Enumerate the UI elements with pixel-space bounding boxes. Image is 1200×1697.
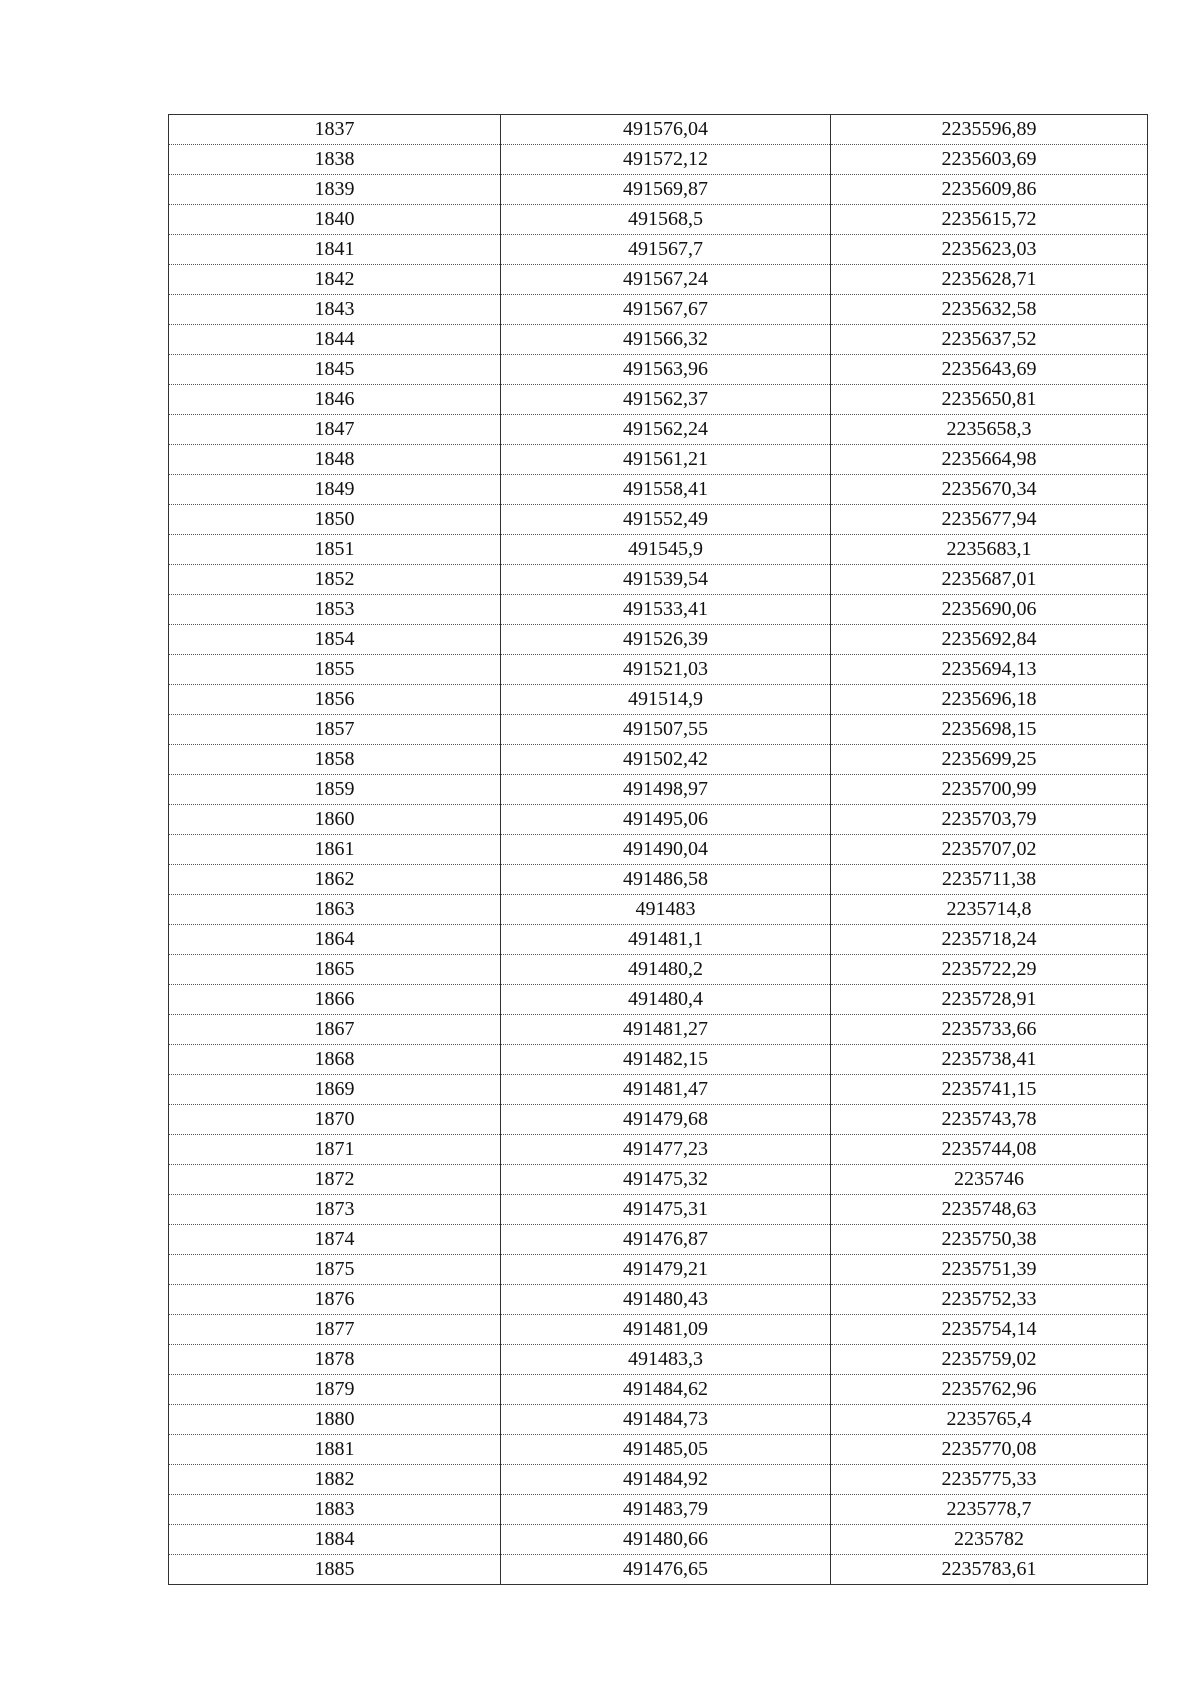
table-row (169, 955, 1148, 985)
x-coordinate-cell: 491533,41 (501, 595, 831, 625)
x-coordinate-cell: 491567,24 (501, 265, 831, 295)
y-coordinate-cell: 2235603,69 (831, 145, 1148, 175)
point-number-cell: 1850 (169, 505, 501, 535)
point-number-cell: 1852 (169, 565, 501, 595)
point-number-cell: 1878 (169, 1345, 501, 1375)
coordinates-table (168, 114, 1148, 1585)
table-row (169, 655, 1148, 685)
table-row (169, 625, 1148, 655)
x-coordinate-cell: 491475,31 (501, 1195, 831, 1225)
table-row (169, 505, 1148, 535)
x-coordinate-cell: 491482,15 (501, 1045, 831, 1075)
y-coordinate-cell: 2235664,98 (831, 445, 1148, 475)
point-number-cell: 1867 (169, 1015, 501, 1045)
y-coordinate-cell: 2235699,25 (831, 745, 1148, 775)
x-coordinate-cell: 491507,55 (501, 715, 831, 745)
table-row (169, 325, 1148, 355)
point-number-cell: 1881 (169, 1435, 501, 1465)
table-row (169, 1195, 1148, 1225)
table-row (169, 535, 1148, 565)
y-coordinate-cell: 2235677,94 (831, 505, 1148, 535)
y-coordinate-cell: 2235741,15 (831, 1075, 1148, 1105)
table-row (169, 1495, 1148, 1525)
x-coordinate-cell: 491483 (501, 895, 831, 925)
table-row (169, 985, 1148, 1015)
x-coordinate-cell: 491568,5 (501, 205, 831, 235)
y-coordinate-cell: 2235746 (831, 1165, 1148, 1195)
y-coordinate-cell: 2235609,86 (831, 175, 1148, 205)
table-row (169, 1555, 1148, 1585)
table-row (169, 715, 1148, 745)
table-row (169, 775, 1148, 805)
y-coordinate-cell: 2235754,14 (831, 1315, 1148, 1345)
x-coordinate-cell: 491561,21 (501, 445, 831, 475)
table-row (169, 595, 1148, 625)
point-number-cell: 1859 (169, 775, 501, 805)
x-coordinate-cell: 491502,42 (501, 745, 831, 775)
y-coordinate-cell: 2235782 (831, 1525, 1148, 1555)
table-row (169, 1465, 1148, 1495)
table-row (169, 265, 1148, 295)
table-row (169, 1075, 1148, 1105)
x-coordinate-cell: 491526,39 (501, 625, 831, 655)
point-number-cell: 1866 (169, 985, 501, 1015)
point-number-cell: 1843 (169, 295, 501, 325)
y-coordinate-cell: 2235778,7 (831, 1495, 1148, 1525)
y-coordinate-cell: 2235748,63 (831, 1195, 1148, 1225)
table-row (169, 1285, 1148, 1315)
y-coordinate-cell: 2235683,1 (831, 535, 1148, 565)
point-number-cell: 1872 (169, 1165, 501, 1195)
table-row (169, 1045, 1148, 1075)
table-row (169, 385, 1148, 415)
coordinates-table-body (169, 115, 1148, 1585)
table-row (169, 115, 1148, 145)
point-number-cell: 1880 (169, 1405, 501, 1435)
x-coordinate-cell: 491486,58 (501, 865, 831, 895)
x-coordinate-cell: 491490,04 (501, 835, 831, 865)
point-number-cell: 1868 (169, 1045, 501, 1075)
table-row (169, 445, 1148, 475)
table-row (169, 1135, 1148, 1165)
y-coordinate-cell: 2235744,08 (831, 1135, 1148, 1165)
x-coordinate-cell: 491484,92 (501, 1465, 831, 1495)
x-coordinate-cell: 491558,41 (501, 475, 831, 505)
y-coordinate-cell: 2235714,8 (831, 895, 1148, 925)
point-number-cell: 1848 (169, 445, 501, 475)
point-number-cell: 1861 (169, 835, 501, 865)
y-coordinate-cell: 2235722,29 (831, 955, 1148, 985)
x-coordinate-cell: 491480,4 (501, 985, 831, 1015)
point-number-cell: 1863 (169, 895, 501, 925)
x-coordinate-cell: 491498,97 (501, 775, 831, 805)
y-coordinate-cell: 2235670,34 (831, 475, 1148, 505)
point-number-cell: 1865 (169, 955, 501, 985)
x-coordinate-cell: 491495,06 (501, 805, 831, 835)
table-row (169, 145, 1148, 175)
point-number-cell: 1860 (169, 805, 501, 835)
table-row (169, 895, 1148, 925)
point-number-cell: 1844 (169, 325, 501, 355)
y-coordinate-cell: 2235752,33 (831, 1285, 1148, 1315)
table-row (169, 295, 1148, 325)
point-number-cell: 1869 (169, 1075, 501, 1105)
y-coordinate-cell: 2235738,41 (831, 1045, 1148, 1075)
point-number-cell: 1858 (169, 745, 501, 775)
x-coordinate-cell: 491479,21 (501, 1255, 831, 1285)
y-coordinate-cell: 2235690,06 (831, 595, 1148, 625)
table-row (169, 1225, 1148, 1255)
x-coordinate-cell: 491483,3 (501, 1345, 831, 1375)
y-coordinate-cell: 2235783,61 (831, 1555, 1148, 1585)
y-coordinate-cell: 2235628,71 (831, 265, 1148, 295)
table-row (169, 925, 1148, 955)
x-coordinate-cell: 491521,03 (501, 655, 831, 685)
y-coordinate-cell: 2235718,24 (831, 925, 1148, 955)
x-coordinate-cell: 491484,62 (501, 1375, 831, 1405)
point-number-cell: 1857 (169, 715, 501, 745)
point-number-cell: 1884 (169, 1525, 501, 1555)
x-coordinate-cell: 491572,12 (501, 145, 831, 175)
table-row (169, 565, 1148, 595)
point-number-cell: 1856 (169, 685, 501, 715)
y-coordinate-cell: 2235623,03 (831, 235, 1148, 265)
x-coordinate-cell: 491476,87 (501, 1225, 831, 1255)
table-row (169, 175, 1148, 205)
y-coordinate-cell: 2235707,02 (831, 835, 1148, 865)
x-coordinate-cell: 491479,68 (501, 1105, 831, 1135)
table-row (169, 1105, 1148, 1135)
point-number-cell: 1885 (169, 1555, 501, 1585)
y-coordinate-cell: 2235759,02 (831, 1345, 1148, 1375)
x-coordinate-cell: 491480,66 (501, 1525, 831, 1555)
y-coordinate-cell: 2235658,3 (831, 415, 1148, 445)
table-row (169, 1375, 1148, 1405)
x-coordinate-cell: 491576,04 (501, 115, 831, 145)
x-coordinate-cell: 491481,09 (501, 1315, 831, 1345)
point-number-cell: 1837 (169, 115, 501, 145)
table-row (169, 355, 1148, 385)
y-coordinate-cell: 2235596,89 (831, 115, 1148, 145)
point-number-cell: 1854 (169, 625, 501, 655)
point-number-cell: 1851 (169, 535, 501, 565)
y-coordinate-cell: 2235650,81 (831, 385, 1148, 415)
point-number-cell: 1839 (169, 175, 501, 205)
point-number-cell: 1855 (169, 655, 501, 685)
x-coordinate-cell: 491477,23 (501, 1135, 831, 1165)
y-coordinate-cell: 2235743,78 (831, 1105, 1148, 1135)
y-coordinate-cell: 2235637,52 (831, 325, 1148, 355)
y-coordinate-cell: 2235751,39 (831, 1255, 1148, 1285)
y-coordinate-cell: 2235703,79 (831, 805, 1148, 835)
point-number-cell: 1876 (169, 1285, 501, 1315)
x-coordinate-cell: 491552,49 (501, 505, 831, 535)
table-row (169, 1015, 1148, 1045)
y-coordinate-cell: 2235643,69 (831, 355, 1148, 385)
y-coordinate-cell: 2235750,38 (831, 1225, 1148, 1255)
y-coordinate-cell: 2235775,33 (831, 1465, 1148, 1495)
table-row (169, 1435, 1148, 1465)
point-number-cell: 1877 (169, 1315, 501, 1345)
y-coordinate-cell: 2235615,72 (831, 205, 1148, 235)
x-coordinate-cell: 491562,24 (501, 415, 831, 445)
y-coordinate-cell: 2235770,08 (831, 1435, 1148, 1465)
point-number-cell: 1853 (169, 595, 501, 625)
y-coordinate-cell: 2235694,13 (831, 655, 1148, 685)
point-number-cell: 1840 (169, 205, 501, 235)
point-number-cell: 1862 (169, 865, 501, 895)
table-row (169, 865, 1148, 895)
x-coordinate-cell: 491539,54 (501, 565, 831, 595)
y-coordinate-cell: 2235696,18 (831, 685, 1148, 715)
table-row (169, 835, 1148, 865)
point-number-cell: 1871 (169, 1135, 501, 1165)
y-coordinate-cell: 2235687,01 (831, 565, 1148, 595)
point-number-cell: 1847 (169, 415, 501, 445)
point-number-cell: 1882 (169, 1465, 501, 1495)
y-coordinate-cell: 2235711,38 (831, 865, 1148, 895)
point-number-cell: 1873 (169, 1195, 501, 1225)
table-row (169, 685, 1148, 715)
x-coordinate-cell: 491483,79 (501, 1495, 831, 1525)
table-row (169, 475, 1148, 505)
x-coordinate-cell: 491485,05 (501, 1435, 831, 1465)
x-coordinate-cell: 491481,27 (501, 1015, 831, 1045)
y-coordinate-cell: 2235698,15 (831, 715, 1148, 745)
point-number-cell: 1842 (169, 265, 501, 295)
x-coordinate-cell: 491566,32 (501, 325, 831, 355)
x-coordinate-cell: 491569,87 (501, 175, 831, 205)
x-coordinate-cell: 491567,7 (501, 235, 831, 265)
point-number-cell: 1838 (169, 145, 501, 175)
x-coordinate-cell: 491567,67 (501, 295, 831, 325)
y-coordinate-cell: 2235762,96 (831, 1375, 1148, 1405)
table-row (169, 745, 1148, 775)
table-row (169, 1315, 1148, 1345)
x-coordinate-cell: 491480,2 (501, 955, 831, 985)
point-number-cell: 1864 (169, 925, 501, 955)
table-row (169, 1165, 1148, 1195)
x-coordinate-cell: 491481,47 (501, 1075, 831, 1105)
table-row (169, 805, 1148, 835)
x-coordinate-cell: 491481,1 (501, 925, 831, 955)
table-row (169, 235, 1148, 265)
y-coordinate-cell: 2235632,58 (831, 295, 1148, 325)
point-number-cell: 1841 (169, 235, 501, 265)
x-coordinate-cell: 491562,37 (501, 385, 831, 415)
y-coordinate-cell: 2235700,99 (831, 775, 1148, 805)
point-number-cell: 1883 (169, 1495, 501, 1525)
x-coordinate-cell: 491476,65 (501, 1555, 831, 1585)
point-number-cell: 1870 (169, 1105, 501, 1135)
x-coordinate-cell: 491480,43 (501, 1285, 831, 1315)
table-row (169, 415, 1148, 445)
point-number-cell: 1874 (169, 1225, 501, 1255)
x-coordinate-cell: 491475,32 (501, 1165, 831, 1195)
table-row (169, 205, 1148, 235)
point-number-cell: 1875 (169, 1255, 501, 1285)
x-coordinate-cell: 491514,9 (501, 685, 831, 715)
y-coordinate-cell: 2235765,4 (831, 1405, 1148, 1435)
table-row (169, 1405, 1148, 1435)
table-row (169, 1255, 1148, 1285)
x-coordinate-cell: 491563,96 (501, 355, 831, 385)
y-coordinate-cell: 2235692,84 (831, 625, 1148, 655)
x-coordinate-cell: 491484,73 (501, 1405, 831, 1435)
y-coordinate-cell: 2235733,66 (831, 1015, 1148, 1045)
x-coordinate-cell: 491545,9 (501, 535, 831, 565)
point-number-cell: 1849 (169, 475, 501, 505)
point-number-cell: 1845 (169, 355, 501, 385)
table-row (169, 1525, 1148, 1555)
table-row (169, 1345, 1148, 1375)
y-coordinate-cell: 2235728,91 (831, 985, 1148, 1015)
point-number-cell: 1846 (169, 385, 501, 415)
point-number-cell: 1879 (169, 1375, 501, 1405)
